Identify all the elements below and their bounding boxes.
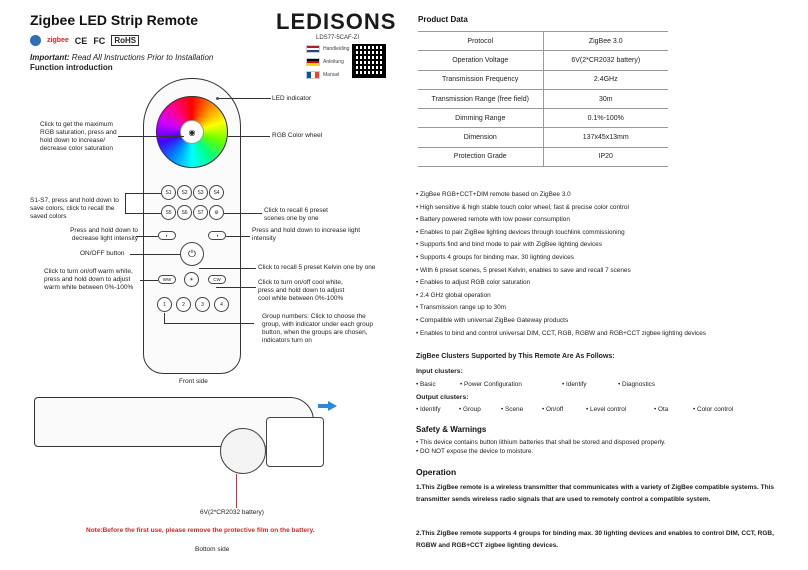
language-nl [306, 45, 349, 53]
leader-line [125, 213, 161, 214]
list-item: • Supports find and bind mode to pair with ZigBee lighting devices [416, 239, 706, 252]
rgb-wheel-label: RGB Color wheel [272, 132, 323, 139]
list-item: • With 6 preset scenes, 5 preset Kelvin, enables to save and recall 7 scenes [416, 265, 706, 278]
battery-icon [220, 428, 266, 474]
decrease-note: Press and hold down to decrease light intensity [70, 227, 138, 243]
leader-line [136, 236, 158, 237]
s7-button[interactable]: S7 [193, 205, 208, 220]
input-clusters-label: Input clusters: [416, 368, 463, 375]
table-row [418, 109, 668, 128]
language-label: Handleiding [323, 46, 350, 52]
decrease-button[interactable]: ◐ [158, 231, 176, 240]
cluster-item: • On/off [542, 406, 586, 413]
list-item: • Transmission range up to 30m [416, 302, 706, 315]
s3-button[interactable]: S3 [193, 185, 208, 200]
output-clusters-label: Output clusters: [416, 394, 469, 401]
battery-label: 6V(2*CR2032 battery) [200, 509, 264, 516]
qr-code-icon [352, 44, 386, 78]
front-side-caption: Front side [179, 378, 208, 385]
germany-flag-icon [306, 58, 320, 66]
saturation-note: Click to get the maximum RGB saturation, press and hold down to increase/ decrease color saturation [40, 121, 117, 153]
leader-line [199, 268, 256, 269]
spec-name: Dimming Range [418, 109, 543, 128]
spec-name: Protocol [418, 32, 543, 51]
increase-note: Press and hold down to increase light intensity [252, 227, 361, 243]
leader-line [219, 98, 271, 99]
battery-door[interactable] [266, 417, 324, 467]
s5-button[interactable]: S5 [161, 205, 176, 220]
ce-badge: CE [74, 35, 88, 46]
kelvin-button[interactable]: ☀ [184, 272, 199, 287]
ww-button[interactable]: WW [158, 275, 176, 284]
spec-name: Transmission Range (free field) [418, 89, 543, 108]
spec-value: 137x45x13mm [543, 128, 668, 147]
france-flag-icon [306, 71, 320, 79]
table-row [418, 32, 668, 51]
leader-line [164, 323, 254, 324]
rohs-badge: RoHS [111, 35, 139, 46]
cluster-item: • Identify [416, 406, 459, 413]
spec-value: IP20 [543, 147, 668, 166]
spec-name: Dimension [418, 128, 543, 147]
operation-paragraph-1: 1.This ZigBee remote is a wireless transmitter that communicates with a variety of ZigBee compatible systems. This transmitter sends wireless radio signals that are used to remotely control a compatible system. [416, 484, 774, 503]
cluster-item: • Color control [693, 406, 733, 413]
cluster-item: • Diagnostics [618, 381, 655, 388]
spec-value: ZigBee 3.0 [543, 32, 668, 51]
group-4-button[interactable]: 4 [214, 297, 229, 312]
important-notice [30, 53, 213, 62]
list-item: • 2.4 GHz global operation [416, 290, 706, 303]
spec-value: 2.4GHz [543, 70, 668, 89]
cluster-item: • Level control [586, 406, 654, 413]
product-data-table [418, 31, 668, 167]
table-row [418, 89, 668, 108]
list-item: • ZigBee RGB+CCT+DIM remote based on ZigBee 3.0 [416, 189, 706, 202]
groups-note: Group numbers: Click to choose the group, with indicator under each group button, when the groups are chosen, indicators turn on [262, 313, 373, 345]
warm-note: Click to turn on/off warm white, press and hold down to adjust warm white between 0%-100% [44, 268, 134, 292]
important-text: Read All Instructions Prior to Installation [71, 53, 214, 62]
list-item: • Compatible with universal ZigBee Gateway products [416, 315, 706, 328]
leader-line [226, 236, 250, 237]
safety-heading: Safety & Warnings [416, 425, 487, 434]
product-data-heading: Product Data [418, 15, 468, 24]
s-buttons-note: S1-S7, press and hold down to save colors, click to recall the saved colors [30, 197, 119, 221]
spec-value: 30m [543, 89, 668, 108]
model-number: LDS77-5CAF-ZI [316, 35, 360, 41]
language-label: Anleitung [323, 59, 344, 65]
s6-button[interactable]: S6 [177, 205, 192, 220]
increase-button[interactable]: ◑ [208, 231, 226, 240]
group-1-button[interactable]: 1 [157, 297, 172, 312]
brand-logo: LEDISONS [276, 9, 397, 34]
s1-button[interactable]: S1 [161, 185, 176, 200]
table-row [418, 147, 668, 166]
important-label: Important: [30, 53, 70, 62]
operation-heading: Operation [416, 467, 457, 477]
cluster-item: • Scene [501, 406, 542, 413]
leader-line [130, 254, 180, 255]
cluster-item: • Power Configuration [460, 381, 562, 388]
operation-paragraph-2: 2.This ZigBee remote supports 4 groups for binding max. 30 lighting devices and enables to control DIM, CCT, RGB, RGBW and RGB+CCT zigbee lighting devices. [416, 530, 774, 549]
spec-name: Operation Voltage [418, 51, 543, 70]
s2-button[interactable]: S2 [177, 185, 192, 200]
feature-list [416, 189, 706, 340]
list-item: • Enables to bind and control universal DIM, CCT, RGB, RGBW and RGB+CCT zigbee lighting devices [416, 328, 706, 341]
clusters-heading: ZigBee Clusters Supported by This Remote Are As Follows: [416, 353, 615, 360]
list-item: • Battery powered remote with low power consumption [416, 214, 706, 227]
bottom-side-caption: Bottom side [195, 546, 230, 553]
cool-note: Click to turn on/off cool white, press and hold down to adjust cool white between 0%-100% [258, 279, 345, 303]
leader-line [228, 136, 270, 137]
list-item: • This device contains button lithium batteries that shall be stored and disposed properly. [416, 438, 666, 447]
language-de [306, 58, 344, 66]
group-3-button[interactable]: 3 [195, 297, 210, 312]
onoff-note: ON/OFF button [80, 250, 125, 257]
scene-button[interactable]: ⚙ [209, 205, 224, 220]
certifications [30, 35, 139, 46]
led-indicator-label: LED indicator [272, 95, 312, 102]
leader-line [140, 280, 158, 281]
table-row [418, 51, 668, 70]
battery-film-note: Note:Before the first use, please remove the protective film on the battery. [86, 527, 315, 534]
cw-button[interactable]: CW [208, 275, 226, 284]
cluster-item: • Group [459, 406, 501, 413]
cluster-item: • Identify [562, 381, 618, 388]
spec-name: Transmission Frequency [418, 70, 543, 89]
s4-button[interactable]: S4 [209, 185, 224, 200]
saturation-button[interactable]: ◉ [180, 120, 204, 144]
list-item: • Enables to adjust RGB color saturation [416, 277, 706, 290]
kelvin-note: Click to recall 5 preset Kelvin one by one [258, 264, 376, 271]
zigbee-badge: zigbee [47, 37, 69, 44]
list-item: • Supports 4 groups for binding max. 30 lighting devices [416, 252, 706, 265]
slide-arrow-icon [328, 401, 337, 411]
spec-name: Protection Grade [418, 147, 543, 166]
function-intro-heading: Function introduction [30, 63, 113, 72]
cluster-item: • Basic [416, 381, 460, 388]
scenes-note: Click to recall 6 preset scenes one by one [264, 207, 328, 223]
page-title: Zigbee LED Strip Remote [30, 12, 199, 28]
leader-line [164, 313, 165, 323]
language-fr [306, 71, 339, 79]
output-clusters [416, 406, 733, 413]
safety-list [416, 438, 666, 456]
leader-line [216, 287, 256, 288]
power-button[interactable]: ⏻ [180, 242, 204, 266]
netherlands-flag-icon [306, 45, 320, 53]
group-2-button[interactable]: 2 [176, 297, 191, 312]
list-item: • Enables to pair ZigBee lighting devices through touchlink commissioning [416, 227, 706, 240]
cluster-item: • Ota [654, 406, 693, 413]
fc-badge: FC [93, 35, 106, 46]
list-item: • High sensitive & high stable touch color wheel, fast & precise color control [416, 202, 706, 215]
spec-value: 6V(2*CR2032 battery) [543, 51, 668, 70]
leader-line [125, 193, 161, 194]
spec-value: 0.1%-100% [543, 109, 668, 128]
table-row [418, 70, 668, 89]
leader-line [224, 213, 262, 214]
language-label: Manuel [323, 72, 340, 78]
input-clusters [416, 381, 655, 388]
battery-leader-line [236, 474, 237, 508]
certification-icon [30, 35, 41, 46]
table-row [418, 128, 668, 147]
leader-line [118, 136, 184, 137]
list-item: • DO NOT expose the device to moisture. [416, 447, 666, 456]
